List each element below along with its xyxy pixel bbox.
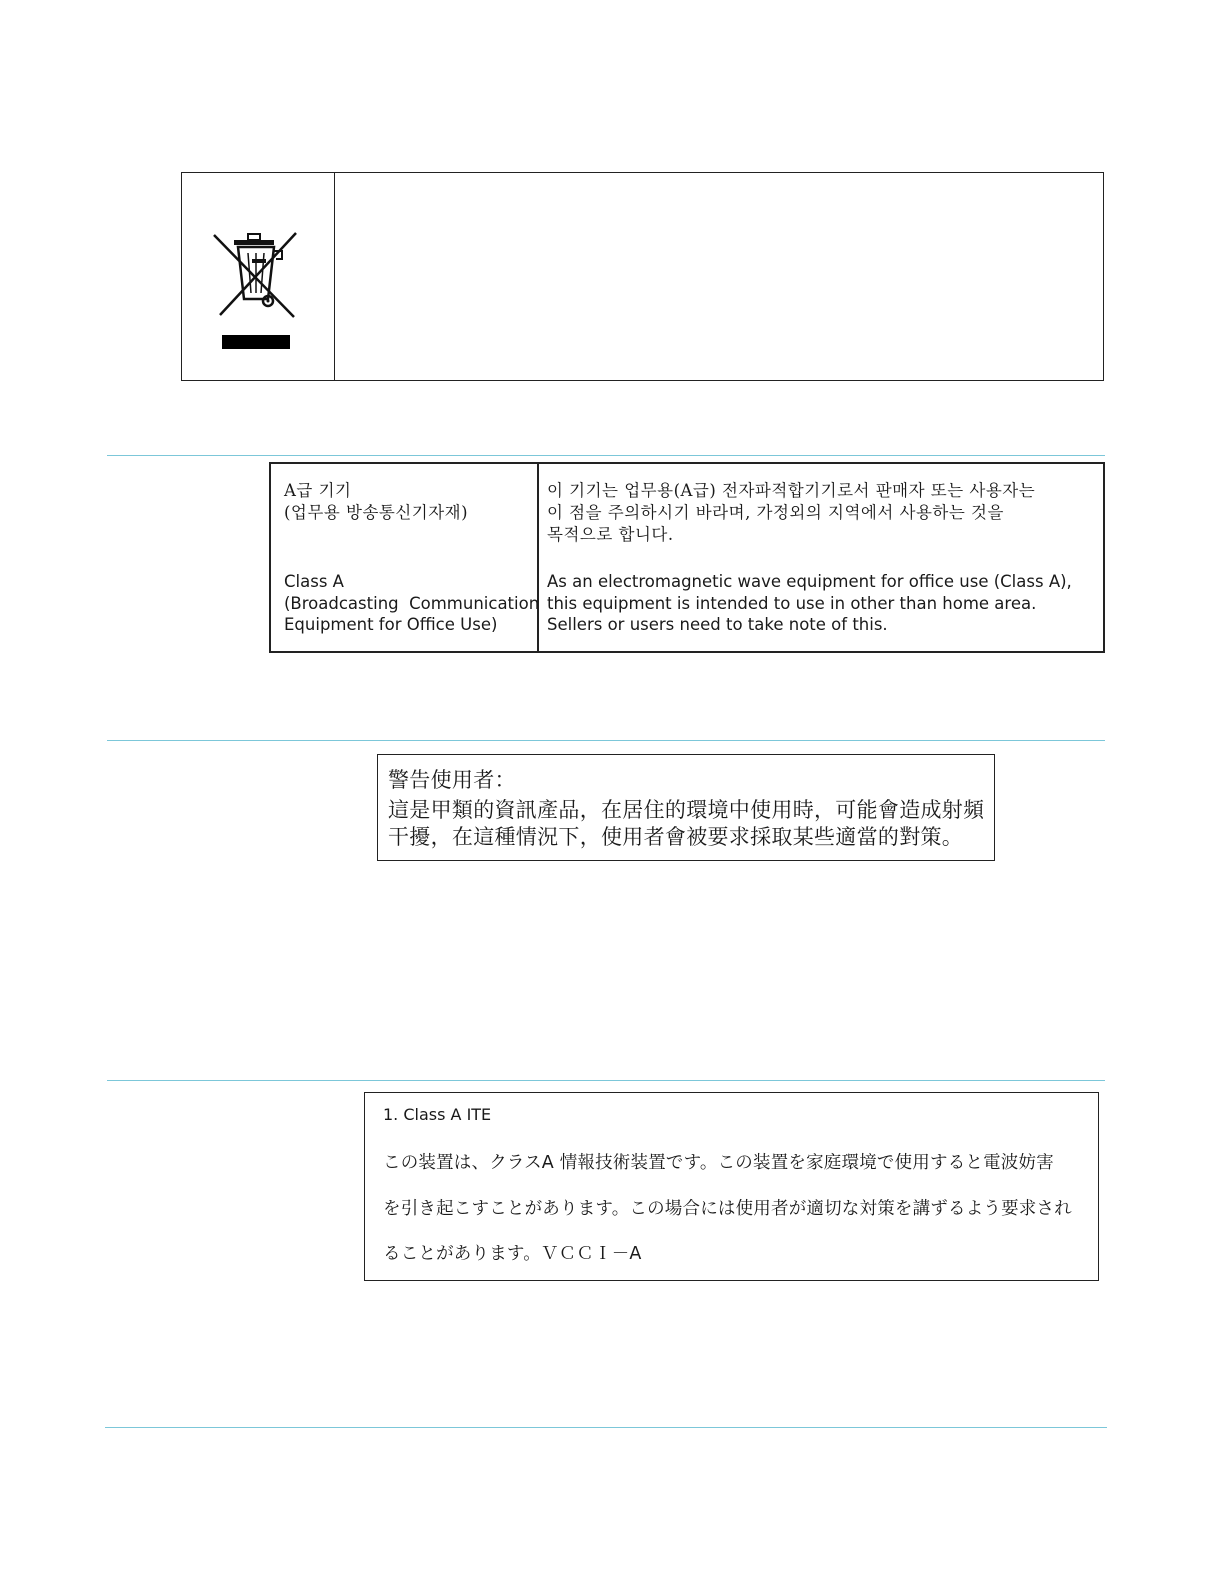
japan-vcci-title: 1. Class A ITE	[383, 1105, 492, 1124]
korea-notice-en-line3: Sellers or users need to take note of this.	[547, 615, 888, 634]
korea-notice-ko-line1: 이 기기는 업무용(A급) 전자파적합기기로서 판매자 또는 사용자는	[547, 481, 1036, 500]
japan-vcci-line3: ることがあります。ＶＣＣＩ－A	[383, 1244, 642, 1264]
section-divider	[107, 740, 1105, 741]
section-divider	[107, 1080, 1105, 1081]
korea-table-divider	[537, 464, 539, 651]
taiwan-warning-line3: 干擾，在這種情況下，使用者會被要求採取某些適當的對策。	[388, 825, 964, 849]
weee-box-divider	[334, 173, 335, 380]
taiwan-bsmi-warning-box	[377, 754, 995, 861]
section-divider	[105, 1427, 1107, 1428]
korea-kc-notice-table	[269, 462, 1105, 653]
japan-vcci-line2: を引き起こすことがあります。この場合には使用者が適切な対策を講ずるよう要求され	[383, 1199, 1072, 1219]
korea-notice-ko-line2: 이 점을 주의하시기 바라며, 가정외의 지역에서 사용하는 것을	[547, 503, 1004, 522]
korea-notice-en-line1: As an electromagnetic wave equipment for office use (Class A),	[547, 572, 1072, 591]
japan-vcci-line1: この装置は、クラスA 情報技術装置です。この装置を家庭環境で使用すると電波妨害	[383, 1153, 1054, 1173]
korea-class-en-line3: Equipment for Office Use)	[284, 615, 498, 634]
japan-vcci-notice-box	[364, 1092, 1099, 1281]
korea-notice-ko-line3: 목적으로 합니다.	[547, 525, 674, 544]
korea-class-en-line1: Class A	[284, 572, 344, 591]
korea-class-ko-line2: (업무용 방송통신기자재)	[284, 503, 469, 522]
section-divider	[107, 455, 1105, 456]
taiwan-warning-line2: 這是甲類的資訊產品，在居住的環境中使用時，可能會造成射頻	[388, 798, 985, 822]
crossed-out-wheelie-bin-icon	[210, 229, 306, 353]
weee-notice-box	[181, 172, 1104, 381]
korea-notice-en-line2: this equipment is intended to use in other than home area.	[547, 594, 1037, 613]
korea-class-en-line2: (Broadcasting Communication	[284, 594, 540, 613]
taiwan-warning-line1: 警告使用者：	[388, 768, 516, 792]
korea-class-ko-line1: A급 기기	[284, 481, 352, 500]
